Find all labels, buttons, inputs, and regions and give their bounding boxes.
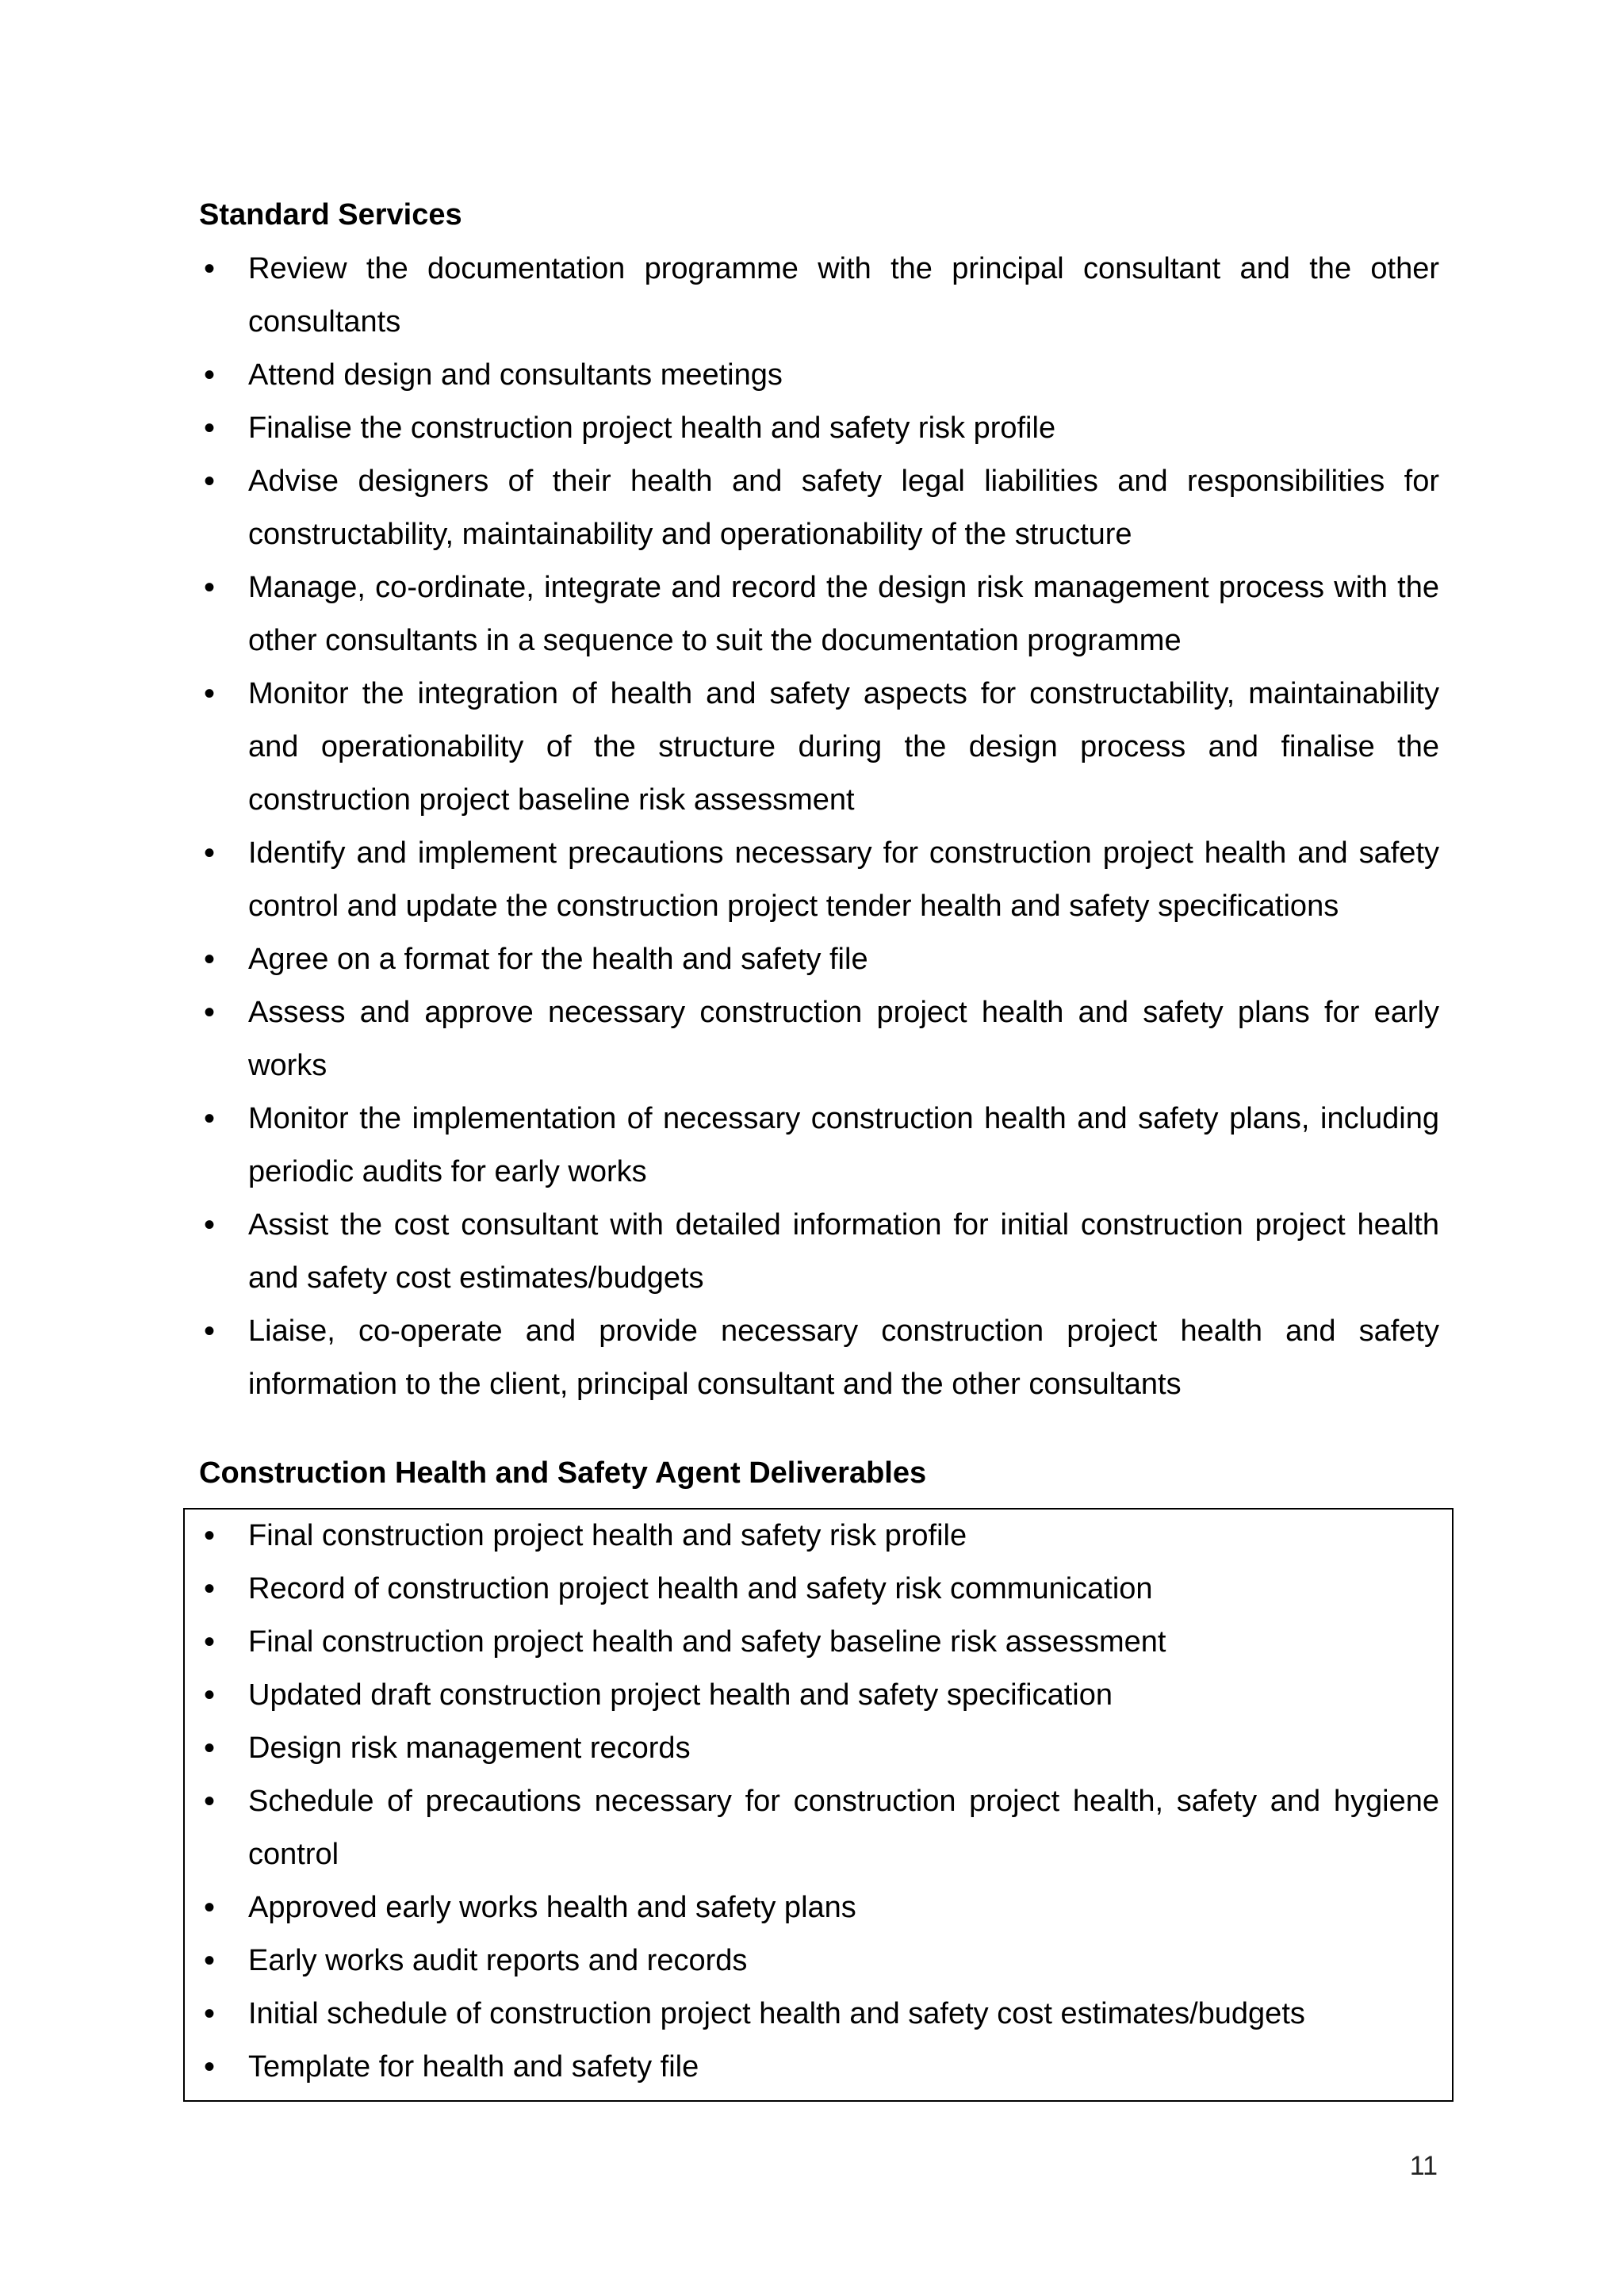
deliverables-item [199,2041,1439,2094]
bullet-icon [204,1881,228,1935]
deliverables-item [199,1616,1439,1669]
deliverables-item-text: Schedule of precautions necessary for construction project health, safety and hygiene control [248,1785,1439,1871]
standard-services-item-text: Liaise, co-operate and provide necessary construction project health and safety information to the client, principal consultant and the other consultants [248,1314,1439,1401]
bullet-icon [204,455,228,509]
bullet-icon [204,1934,228,1988]
bullet-icon [204,1305,228,1359]
bullet-icon [204,1669,228,1723]
deliverables-item-text: Initial schedule of construction project health and safety cost estimates/budgets [248,1997,1305,2030]
standard-services-item-text: Assist the cost consultant with detailed information for initial construction project health and safety cost estimates/budgets [248,1208,1439,1295]
bullet-icon [204,933,228,987]
bullet-icon [204,349,228,403]
deliverables-box [183,1508,1454,2102]
standard-services-item [199,986,1439,1093]
bullet-icon [204,561,228,615]
standard-services-item-text: Advise designers of their health and safety legal liabilities and responsibilities for constructability, maintainability and operationability of the structure [248,465,1439,551]
standard-services-item [199,402,1439,455]
deliverables-item [199,1775,1439,1881]
standard-services-item [199,455,1439,561]
standard-services-item-text: Attend design and consultants meetings [248,358,783,392]
standard-services-list [199,243,1439,1411]
deliverables-item-text: Approved early works health and safety plans [248,1891,856,1924]
deliverables-item-text: Final construction project health and safety risk profile [248,1519,967,1552]
bullet-icon [204,1616,228,1670]
bullet-icon [204,1093,228,1146]
deliverables-item-text: Record of construction project health and safety risk communication [248,1572,1153,1605]
deliverables-item [199,1510,1439,1563]
standard-services-item [199,1199,1439,1305]
standard-services-item [199,349,1439,402]
standard-services-item [199,827,1439,933]
deliverables-list [199,1510,1439,2094]
deliverables-item [199,1934,1439,1988]
deliverables-heading: Construction Health and Safety Agent Deliverables [199,1456,927,1490]
standard-services-item [199,933,1439,986]
standard-services-item-text: Agree on a format for the health and safety file [248,943,868,976]
standard-services-item-text: Monitor the implementation of necessary construction health and safety plans, including periodic audits for early works [248,1102,1439,1188]
standard-services-item [199,243,1439,349]
bullet-icon [204,1722,228,1776]
deliverables-item-text: Template for health and safety file [248,2050,699,2084]
standard-services-item-text: Manage, co-ordinate, integrate and record the design risk management process with the other consultants in a sequence to suit the documentation programme [248,571,1439,657]
deliverables-item-text: Design risk management records [248,1732,691,1765]
bullet-icon [204,402,228,456]
standard-services-item-text: Identify and implement precautions necessary for construction project health and safety control and update the construction project tender health and safety specifications [248,836,1439,923]
bullet-icon [204,2041,228,2095]
bullet-icon [204,827,228,881]
bullet-icon [204,668,228,721]
bullet-icon [204,986,228,1040]
page-number: 11 [1409,2151,1438,2181]
standard-services-item [199,668,1439,827]
standard-services-heading: Standard Services [199,198,462,232]
standard-services-item-text: Assess and approve necessary construction project health and safety plans for early works [248,996,1439,1082]
deliverables-item-text: Updated draft construction project health and safety specification [248,1678,1113,1712]
deliverables-item [199,1988,1439,2041]
deliverables-item [199,1563,1439,1616]
standard-services-item-text: Review the documentation programme with the principal consultant and the other consultants [248,252,1439,339]
bullet-icon [204,1988,228,2042]
standard-services-item [199,1093,1439,1199]
bullet-icon [204,243,228,297]
bullet-icon [204,1563,228,1617]
deliverables-item [199,1669,1439,1722]
deliverables-item [199,1881,1439,1934]
deliverables-item [199,1722,1439,1775]
standard-services-item-text: Monitor the integration of health and safety aspects for constructability, maintainability and operationability of the structure during the design process and finalise the construction project baseline risk assessment [248,677,1439,817]
bullet-icon [204,1510,228,1563]
standard-services-item-text: Finalise the construction project health and safety risk profile [248,411,1056,445]
bullet-icon [204,1199,228,1253]
deliverables-item-text: Final construction project health and safety baseline risk assessment [248,1625,1166,1659]
standard-services-item [199,1305,1439,1411]
bullet-icon [204,1775,228,1829]
standard-services-item [199,561,1439,668]
deliverables-item-text: Early works audit reports and records [248,1944,748,1977]
